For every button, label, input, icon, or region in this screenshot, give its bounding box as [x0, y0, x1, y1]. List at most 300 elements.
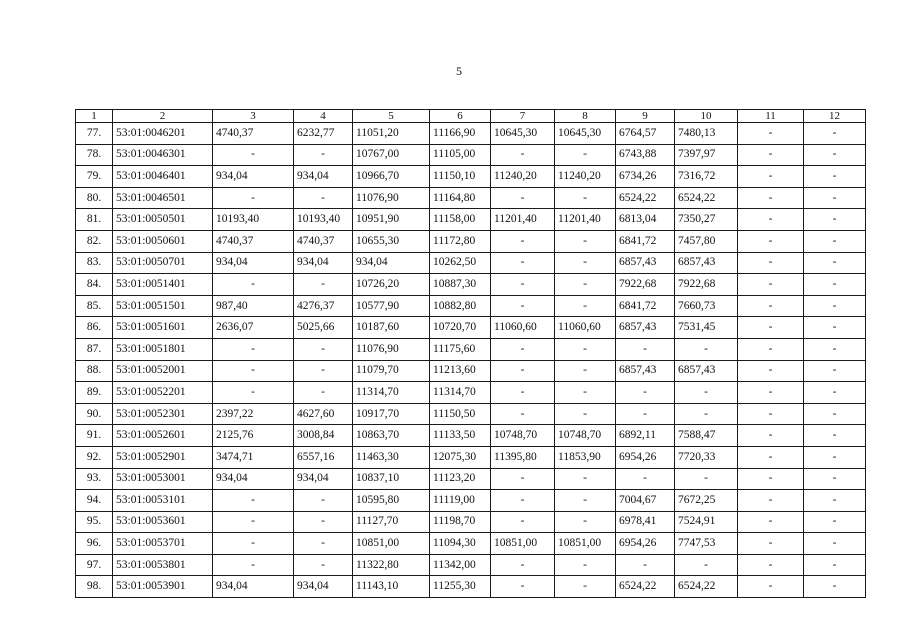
column-header-5: 5 — [353, 110, 430, 123]
table-cell: - — [491, 490, 555, 512]
table-cell: - — [804, 490, 866, 512]
table-row — [76, 187, 866, 209]
table-cell: 84. — [76, 274, 113, 296]
table-cell: - — [738, 554, 804, 576]
table-cell: 10882,80 — [430, 295, 491, 317]
table-cell: - — [804, 576, 866, 598]
table-cell: 4740,37 — [213, 230, 294, 252]
column-header-11: 11 — [738, 110, 804, 123]
table-cell: 6978,41 — [616, 511, 675, 533]
table-cell: 85. — [76, 295, 113, 317]
table-cell: 53:01:0052001 — [113, 360, 213, 382]
column-header-3: 3 — [213, 110, 294, 123]
table-cell: - — [491, 274, 555, 296]
table-cell: 53:01:0051801 — [113, 338, 213, 360]
table-cell: 81. — [76, 209, 113, 231]
table-cell: 53:01:0051601 — [113, 317, 213, 339]
table-cell: 10851,00 — [491, 533, 555, 555]
table-row — [76, 295, 866, 317]
table-cell: 11463,30 — [353, 446, 430, 468]
table-cell: 7720,33 — [675, 446, 738, 468]
table-cell: - — [804, 187, 866, 209]
table-cell: 6892,11 — [616, 425, 675, 447]
table-cell: 90. — [76, 403, 113, 425]
table-cell: 3474,71 — [213, 446, 294, 468]
table-row — [76, 576, 866, 598]
table-cell: - — [738, 252, 804, 274]
table-cell: 53:01:0050601 — [113, 230, 213, 252]
table-cell: 53:01:0046401 — [113, 166, 213, 188]
table-cell: 53:01:0053901 — [113, 576, 213, 598]
table-cell: 11198,70 — [430, 511, 491, 533]
table-cell: 94. — [76, 490, 113, 512]
table-cell: 6764,57 — [616, 123, 675, 145]
table-cell: 86. — [76, 317, 113, 339]
table-cell: 53:01:0052201 — [113, 382, 213, 404]
table-cell: 11158,00 — [430, 209, 491, 231]
table-cell: 7350,27 — [675, 209, 738, 231]
table-cell: 5025,66 — [294, 317, 353, 339]
table-cell: 11853,90 — [555, 446, 616, 468]
table-cell: 6954,26 — [616, 533, 675, 555]
table-cell: 79. — [76, 166, 113, 188]
table-row — [76, 166, 866, 188]
table-cell: - — [555, 576, 616, 598]
table-row — [76, 511, 866, 533]
table-cell: - — [675, 468, 738, 490]
table-cell: - — [675, 403, 738, 425]
table-cell: 6524,22 — [616, 576, 675, 598]
table-cell: 80. — [76, 187, 113, 209]
table-cell: - — [491, 144, 555, 166]
table-cell: - — [738, 576, 804, 598]
table-cell: - — [294, 274, 353, 296]
table-cell: 4627,60 — [294, 403, 353, 425]
table-cell: 10720,70 — [430, 317, 491, 339]
table-cell: 6743,88 — [616, 144, 675, 166]
table-cell: 11175,60 — [430, 338, 491, 360]
table-cell: 53:01:0051401 — [113, 274, 213, 296]
table-cell: 6857,43 — [616, 317, 675, 339]
table-cell: 6524,22 — [675, 187, 738, 209]
table-cell: 77. — [76, 123, 113, 145]
table-cell: 2636,07 — [213, 317, 294, 339]
table-cell: 6813,04 — [616, 209, 675, 231]
table-cell: - — [555, 468, 616, 490]
table-cell: 87. — [76, 338, 113, 360]
table-cell: 7004,67 — [616, 490, 675, 512]
table-cell: 934,04 — [213, 252, 294, 274]
table-cell: - — [738, 338, 804, 360]
table-cell: 934,04 — [213, 468, 294, 490]
table-cell: 53:01:0053801 — [113, 554, 213, 576]
table-cell: 53:01:0046301 — [113, 144, 213, 166]
table-row — [76, 533, 866, 555]
table-cell: 7316,72 — [675, 166, 738, 188]
table-cell: 10748,70 — [555, 425, 616, 447]
table-cell: - — [738, 144, 804, 166]
table-cell: - — [555, 274, 616, 296]
page-number: 5 — [456, 64, 462, 78]
table-cell: 11201,40 — [555, 209, 616, 231]
table-cell: 53:01:0046201 — [113, 123, 213, 145]
table-cell: - — [294, 338, 353, 360]
table-cell: 7922,68 — [616, 274, 675, 296]
table-cell: - — [491, 338, 555, 360]
table-cell: - — [804, 360, 866, 382]
table-cell: 10577,90 — [353, 295, 430, 317]
table-cell: - — [555, 554, 616, 576]
table-cell: - — [804, 338, 866, 360]
column-header-7: 7 — [491, 110, 555, 123]
table-cell: 11240,20 — [555, 166, 616, 188]
table-cell: 10187,60 — [353, 317, 430, 339]
table-cell: - — [804, 230, 866, 252]
table-cell: - — [675, 382, 738, 404]
table-cell: - — [804, 144, 866, 166]
table-cell: - — [738, 166, 804, 188]
table-cell: - — [738, 446, 804, 468]
table-cell: - — [738, 187, 804, 209]
table-cell: - — [616, 403, 675, 425]
table-cell: 53:01:0053001 — [113, 468, 213, 490]
table-row — [76, 468, 866, 490]
table-cell: 10193,40 — [294, 209, 353, 231]
table-cell: 11201,40 — [491, 209, 555, 231]
table-cell: - — [213, 382, 294, 404]
table-cell: 89. — [76, 382, 113, 404]
table-row — [76, 209, 866, 231]
table-cell: - — [738, 274, 804, 296]
table-cell: - — [491, 382, 555, 404]
table-cell: 11150,50 — [430, 403, 491, 425]
table-cell: - — [804, 252, 866, 274]
table-cell: - — [555, 360, 616, 382]
table-row — [76, 382, 866, 404]
table-cell: 82. — [76, 230, 113, 252]
table-cell: 96. — [76, 533, 113, 555]
column-header-8: 8 — [555, 110, 616, 123]
table-cell: - — [675, 554, 738, 576]
table-cell: 2125,76 — [213, 425, 294, 447]
table-cell: 11213,60 — [430, 360, 491, 382]
table-header — [76, 110, 866, 123]
table-cell: - — [213, 511, 294, 533]
table-cell: - — [804, 317, 866, 339]
table-cell: - — [555, 511, 616, 533]
table-cell: 6524,22 — [675, 576, 738, 598]
table-cell: 53:01:0050701 — [113, 252, 213, 274]
table-cell: - — [555, 295, 616, 317]
table-cell: 6857,43 — [616, 360, 675, 382]
table-cell: 11119,00 — [430, 490, 491, 512]
table-cell: 2397,22 — [213, 403, 294, 425]
table-cell: 10851,00 — [555, 533, 616, 555]
table-cell: - — [555, 382, 616, 404]
table-cell: 987,40 — [213, 295, 294, 317]
table-cell: 3008,84 — [294, 425, 353, 447]
table-cell: 88. — [76, 360, 113, 382]
table-cell: 10863,70 — [353, 425, 430, 447]
table-cell: 7457,80 — [675, 230, 738, 252]
table-cell: - — [675, 338, 738, 360]
table-cell: 11079,70 — [353, 360, 430, 382]
table-cell: 7531,45 — [675, 317, 738, 339]
table-cell: 934,04 — [294, 468, 353, 490]
table-cell: 7397,97 — [675, 144, 738, 166]
table-cell: - — [294, 360, 353, 382]
table-cell: 934,04 — [353, 252, 430, 274]
table-row — [76, 123, 866, 145]
table-cell: 53:01:0053701 — [113, 533, 213, 555]
table-cell: - — [804, 274, 866, 296]
table-cell: 11060,60 — [491, 317, 555, 339]
table-cell: 11051,20 — [353, 123, 430, 145]
table-cell: 11143,10 — [353, 576, 430, 598]
table-cell: 10595,80 — [353, 490, 430, 512]
table-cell: 6524,22 — [616, 187, 675, 209]
table-cell: 53:01:0053601 — [113, 511, 213, 533]
column-header-9: 9 — [616, 110, 675, 123]
table-cell: 11060,60 — [555, 317, 616, 339]
table-cell: - — [738, 533, 804, 555]
table-cell: 11123,20 — [430, 468, 491, 490]
table-cell: 11255,30 — [430, 576, 491, 598]
table-cell: - — [804, 511, 866, 533]
table-cell: 934,04 — [294, 166, 353, 188]
table-cell: 10767,00 — [353, 144, 430, 166]
table-cell: - — [555, 403, 616, 425]
table-cell: - — [738, 511, 804, 533]
table-cell: - — [804, 403, 866, 425]
table-row — [76, 554, 866, 576]
table-cell: - — [804, 166, 866, 188]
table-cell: - — [294, 554, 353, 576]
table-cell: 11395,80 — [491, 446, 555, 468]
table-cell: 10748,70 — [491, 425, 555, 447]
table-cell: 6857,43 — [675, 360, 738, 382]
table-cell: 6857,43 — [616, 252, 675, 274]
table-cell: - — [213, 338, 294, 360]
table-cell: 11105,00 — [430, 144, 491, 166]
table-cell: - — [555, 230, 616, 252]
table-cell: - — [294, 187, 353, 209]
table-cell: 53:01:0051501 — [113, 295, 213, 317]
table-row — [76, 230, 866, 252]
table-cell: 11314,70 — [430, 382, 491, 404]
table-cell: - — [804, 425, 866, 447]
table-cell: 10645,30 — [555, 123, 616, 145]
table-cell: 53:01:0046501 — [113, 187, 213, 209]
column-header-6: 6 — [430, 110, 491, 123]
column-header-2: 2 — [113, 110, 213, 123]
table-cell: - — [213, 187, 294, 209]
table-cell: - — [555, 490, 616, 512]
table-cell: - — [294, 490, 353, 512]
table-cell: 78. — [76, 144, 113, 166]
table-cell: - — [294, 144, 353, 166]
table-cell: - — [213, 360, 294, 382]
table-cell: - — [738, 123, 804, 145]
table-cell: 10951,90 — [353, 209, 430, 231]
table-cell: 97. — [76, 554, 113, 576]
table-cell: 10645,30 — [491, 123, 555, 145]
table-cell: - — [213, 554, 294, 576]
table-row — [76, 425, 866, 447]
table-cell: 10837,10 — [353, 468, 430, 490]
table-cell: 7660,73 — [675, 295, 738, 317]
table-cell: 6734,26 — [616, 166, 675, 188]
table-cell: 11172,80 — [430, 230, 491, 252]
table-cell: 11342,00 — [430, 554, 491, 576]
table-cell: 7480,13 — [675, 123, 738, 145]
column-header-12: 12 — [804, 110, 866, 123]
table-cell: - — [294, 533, 353, 555]
table-cell: - — [804, 295, 866, 317]
table-cell: - — [738, 230, 804, 252]
table-cell: 11127,70 — [353, 511, 430, 533]
table-cell: - — [491, 554, 555, 576]
table-cell: 934,04 — [213, 166, 294, 188]
table-cell: 4276,37 — [294, 295, 353, 317]
table-cell: - — [804, 554, 866, 576]
table-cell: - — [491, 295, 555, 317]
table-cell: 6841,72 — [616, 295, 675, 317]
table-cell: - — [616, 554, 675, 576]
column-header-4: 4 — [294, 110, 353, 123]
table-cell: - — [555, 187, 616, 209]
table-cell: 83. — [76, 252, 113, 274]
table-row — [76, 446, 866, 468]
table-cell: - — [294, 511, 353, 533]
table-cell: 10262,50 — [430, 252, 491, 274]
table-cell: - — [491, 576, 555, 598]
column-header-1: 1 — [76, 110, 113, 123]
table-cell: 12075,30 — [430, 446, 491, 468]
table-cell: 53:01:0052901 — [113, 446, 213, 468]
table-cell: - — [738, 360, 804, 382]
table-cell: 91. — [76, 425, 113, 447]
table-cell: - — [804, 446, 866, 468]
data-table — [75, 109, 866, 598]
table-cell: - — [294, 382, 353, 404]
table-cell: 6857,43 — [675, 252, 738, 274]
table-cell: - — [491, 252, 555, 274]
header-row — [76, 110, 866, 123]
table-cell: 11133,50 — [430, 425, 491, 447]
table-cell: - — [555, 338, 616, 360]
table-cell: 10655,30 — [353, 230, 430, 252]
table-cell: 6841,72 — [616, 230, 675, 252]
table-cell: 53:01:0052601 — [113, 425, 213, 447]
table-cell: - — [491, 403, 555, 425]
table-row — [76, 144, 866, 166]
table-cell: - — [738, 295, 804, 317]
table-cell: - — [738, 209, 804, 231]
table-cell: 11164,80 — [430, 187, 491, 209]
table-cell: - — [213, 490, 294, 512]
table-cell: 934,04 — [213, 576, 294, 598]
table-row — [76, 490, 866, 512]
table-cell: - — [738, 468, 804, 490]
table-cell: - — [491, 468, 555, 490]
table-cell: - — [555, 144, 616, 166]
table-cell: 98. — [76, 576, 113, 598]
table-cell: - — [738, 425, 804, 447]
table-body — [76, 123, 866, 598]
table-cell: - — [738, 490, 804, 512]
table-row — [76, 403, 866, 425]
table-cell: 7747,53 — [675, 533, 738, 555]
table-cell: - — [738, 317, 804, 339]
table-cell: - — [213, 144, 294, 166]
table-cell: - — [738, 403, 804, 425]
table-cell: - — [213, 533, 294, 555]
table-cell: 11314,70 — [353, 382, 430, 404]
table-row — [76, 317, 866, 339]
table-cell: 4740,37 — [213, 123, 294, 145]
table-cell: 10726,20 — [353, 274, 430, 296]
table-cell: 7524,91 — [675, 511, 738, 533]
table-cell: 11076,90 — [353, 338, 430, 360]
table-row — [76, 274, 866, 296]
table-cell: - — [491, 230, 555, 252]
table-cell: 7588,47 — [675, 425, 738, 447]
column-header-10: 10 — [675, 110, 738, 123]
table-row — [76, 252, 866, 274]
table-cell: - — [491, 360, 555, 382]
table-cell: 10917,70 — [353, 403, 430, 425]
table-cell: 11150,10 — [430, 166, 491, 188]
table-cell: 6954,26 — [616, 446, 675, 468]
table-row — [76, 360, 866, 382]
table-cell: - — [804, 382, 866, 404]
table-cell: - — [491, 187, 555, 209]
table-cell: - — [804, 123, 866, 145]
table-cell: 6232,77 — [294, 123, 353, 145]
table-cell: 11322,80 — [353, 554, 430, 576]
table-cell: 10193,40 — [213, 209, 294, 231]
table-cell: 53:01:0053101 — [113, 490, 213, 512]
table-cell: 95. — [76, 511, 113, 533]
table-cell: 6557,16 — [294, 446, 353, 468]
table-cell: 11166,90 — [430, 123, 491, 145]
table-cell: - — [213, 274, 294, 296]
table-cell: 53:01:0052301 — [113, 403, 213, 425]
table-cell: 4740,37 — [294, 230, 353, 252]
table-cell: 92. — [76, 446, 113, 468]
table-cell: - — [804, 209, 866, 231]
table-cell: 11076,90 — [353, 187, 430, 209]
table-cell: 10887,30 — [430, 274, 491, 296]
table-cell: 934,04 — [294, 252, 353, 274]
table-cell: 11094,30 — [430, 533, 491, 555]
table-cell: - — [616, 468, 675, 490]
table-row — [76, 338, 866, 360]
table-cell: - — [491, 511, 555, 533]
table-cell: 10851,00 — [353, 533, 430, 555]
table-cell: - — [616, 382, 675, 404]
table-cell: 93. — [76, 468, 113, 490]
table-cell: 7922,68 — [675, 274, 738, 296]
table-cell: 11240,20 — [491, 166, 555, 188]
table-cell: - — [804, 533, 866, 555]
table-cell: - — [616, 338, 675, 360]
table-cell: - — [555, 252, 616, 274]
table-cell: 10966,70 — [353, 166, 430, 188]
table-cell: - — [738, 382, 804, 404]
table-cell: 934,04 — [294, 576, 353, 598]
